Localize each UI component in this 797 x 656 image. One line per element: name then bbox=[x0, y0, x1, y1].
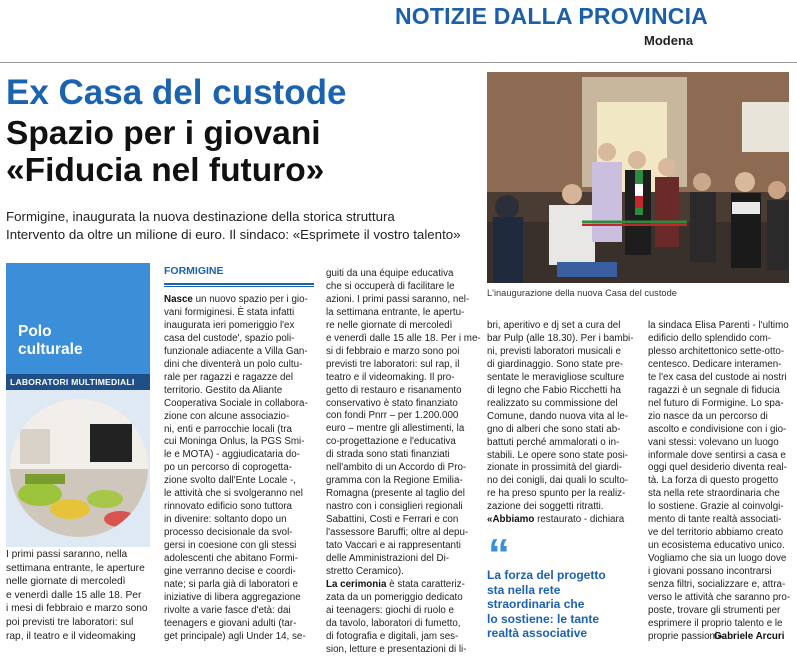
text-line: rivolte a varie fasce d'età: dai bbox=[164, 604, 291, 616]
text-line: gno di alberi che sono stati ab- bbox=[487, 423, 621, 435]
text-line: sta nella rete straordinaria che bbox=[648, 488, 780, 500]
text-line: get principale) agli Under 14, se- bbox=[164, 630, 306, 642]
text-line: ragazzi è un segnale di fiducia bbox=[648, 384, 780, 396]
text-line: no dei conigli, dai quali lo sculto- bbox=[487, 475, 629, 487]
text-line: previsti tre laboratori: sul rap, il bbox=[326, 358, 460, 370]
column-3-body bbox=[487, 320, 637, 514]
text-line: di legno che Fabio Ricchetti ha bbox=[487, 384, 621, 396]
text-line: re nelle giornate di mercoledì bbox=[326, 319, 453, 331]
text-line: conservativo è stato finanziato bbox=[326, 397, 458, 409]
text-line: adolescenti che abitano Formi- bbox=[164, 553, 298, 565]
sidebar-text-line: i mesi di febbraio e marzo sono bbox=[6, 603, 148, 615]
text-line: delle Amministrazioni del Di- bbox=[326, 552, 450, 564]
pull-quote-line: straordinaria che bbox=[487, 597, 585, 611]
text-line: bar Pulp (alle 18.30). Per i bambi- bbox=[487, 332, 634, 344]
text-line: zione svolto dall'Ente Locale -, bbox=[164, 475, 297, 487]
text-line bbox=[487, 514, 637, 527]
text-line: zionate in prossimità del giardi- bbox=[487, 462, 623, 474]
text-line: lo sostiene. Grazie al coinvolgi- bbox=[648, 501, 784, 513]
quote-start: «Abbiamo bbox=[487, 514, 535, 526]
text-line: centesco. Dedicare interamen- bbox=[648, 358, 782, 370]
text-line: in divenire: soltanto dopo un bbox=[164, 514, 287, 526]
text-line: un ecosistema educativo unico. bbox=[648, 540, 785, 552]
text-line: e venerdì dalle 15 alle 18. Per i me- bbox=[326, 332, 481, 344]
text-line: vani formiginesi. È stata infatti bbox=[164, 306, 295, 318]
header-divider bbox=[0, 62, 797, 63]
sidebar-label: LABORATORI MULTIMEDIALI bbox=[6, 374, 150, 390]
text-line: teenagers e giovani adulti (tar- bbox=[164, 617, 297, 629]
text-line: stabili. Le opere sono state posi- bbox=[487, 449, 629, 461]
text-line: co-progettazione e l'educativa bbox=[326, 436, 456, 448]
text-line: oggi quel desiderio diventa real- bbox=[648, 462, 787, 474]
pull-quote-line: La forza del progetto bbox=[487, 568, 606, 582]
text-line: sion, letture e presentazioni di li- bbox=[326, 643, 467, 655]
text-line: verso le attività che saranno pro- bbox=[648, 592, 791, 604]
column-header-rule bbox=[164, 286, 314, 287]
text-line: battuti perché ammalorati o in- bbox=[487, 436, 620, 448]
text-line: le e MOTA) - aggiudicataria do- bbox=[164, 449, 300, 461]
text-line: po un percorso di coprogetta- bbox=[164, 462, 292, 474]
article-column-2 bbox=[326, 268, 481, 656]
text-line: azioni. I primi passi saranno, nel- bbox=[326, 293, 470, 305]
sidebar-text-line: e venerdì dalle 15 alle 18. Per bbox=[6, 589, 142, 601]
text-line: nate; si parla già di laboratori e bbox=[164, 578, 298, 590]
text-line: Vogliamo che sia un luogo dove bbox=[648, 553, 787, 565]
text-line: iniziative di libera aggregazione bbox=[164, 591, 301, 603]
text-line: ni, enti e parrocchie locali (tra bbox=[164, 423, 292, 435]
inauguration-photo bbox=[487, 72, 789, 283]
text-line: Comune, dando nuova vita al le- bbox=[487, 410, 629, 422]
article-summary bbox=[6, 208, 481, 244]
text-line: vani stessi: volevano un luogo bbox=[648, 436, 779, 448]
text-line: stretto Ceramico). bbox=[326, 565, 404, 577]
text-line: mento di tante realtà associati- bbox=[648, 514, 782, 526]
text-line: Cooperativa Sociale in collabora- bbox=[164, 397, 308, 409]
text-line: ascolto e condivisione con i gio- bbox=[648, 423, 787, 435]
text-line: zazione dei soggetti ritratti. bbox=[487, 501, 604, 513]
text-line: i giovani possano incontrarsi bbox=[648, 566, 772, 578]
sidebar-text-line: I primi passi saranno, nella bbox=[6, 549, 128, 560]
text-line: guiti da una équipe educativa bbox=[326, 268, 454, 279]
article-author: Gabriele Arcuri bbox=[714, 631, 785, 642]
column-header-rule bbox=[164, 283, 314, 285]
text-line: euro – mentre gli allestimenti, la bbox=[326, 423, 465, 435]
text-line: tato Vaccari e ai rappresentanti bbox=[326, 540, 461, 552]
text-line: edificio dello splendido com- bbox=[648, 332, 772, 344]
text-line: rinnovato edificio sono tuttora bbox=[164, 501, 292, 513]
text-line: informale dove sentirsi a casa e bbox=[648, 449, 786, 461]
text-line: sentate le meravigliose sculture bbox=[487, 371, 625, 383]
sidebar-title bbox=[18, 323, 83, 359]
sidebar-text-line: settimana entrante, le aperture bbox=[6, 562, 145, 574]
text-line: senza filtri, socializzare e, attra- bbox=[648, 579, 786, 591]
column-2-body-end bbox=[326, 592, 478, 656]
sidebar-title-line: culturale bbox=[18, 341, 83, 358]
text-line: di giardinaggio. Sono state pre- bbox=[487, 358, 624, 370]
article-column-1 bbox=[164, 294, 316, 644]
text-line: da tavolo, laboratori di fumetto, bbox=[326, 617, 461, 629]
article-kicker: Ex Casa del custode bbox=[6, 73, 347, 112]
sidebar-text-line: poi previsti tre laboratori: sul bbox=[6, 616, 134, 628]
pull-quote bbox=[487, 568, 637, 641]
text-line: si di febbraio e marzo sono poi bbox=[326, 345, 460, 357]
text-line: rale per ragazzi e ragazze del bbox=[164, 371, 294, 383]
text-line: ni, previsti laboratori musicali e bbox=[487, 345, 621, 357]
text-line: gersi in coesione con gli stessi bbox=[164, 540, 297, 552]
text-line: proprie passioni». bbox=[648, 630, 726, 642]
sidebar-title-line: Polo bbox=[18, 323, 52, 340]
text-line: zione con alcune associazio- bbox=[164, 410, 290, 422]
headline-line: Spazio per i giovani bbox=[6, 115, 321, 152]
text-line bbox=[326, 579, 478, 592]
text-line: zata da un pomeriggio dedicato bbox=[326, 591, 463, 603]
text-line: zio nasce da un percorso di bbox=[648, 410, 768, 422]
text-line: la settimana entrante, le apertu- bbox=[326, 306, 465, 318]
text-line: l'assessore Baruffi; oltre al depu- bbox=[326, 527, 469, 539]
sidebar-text bbox=[6, 548, 152, 643]
text-line: cui Moninga Onlus, la PGS Smi- bbox=[164, 436, 305, 448]
text-line: realizzato su commissione del bbox=[487, 397, 618, 409]
section-title: NOTIZIE DALLA PROVINCIA bbox=[395, 3, 708, 29]
text-line: poste, trovare gli strumenti per bbox=[648, 604, 781, 616]
text-line: Sabattini, Costi e Ferrari e con bbox=[326, 514, 459, 526]
article-column-3 bbox=[487, 320, 637, 527]
text-line: getto di restauro e risanamento bbox=[326, 384, 462, 396]
headline-line: «Fiducia nel futuro» bbox=[6, 152, 325, 189]
text-line: plesso architettonico sette-otto- bbox=[648, 345, 785, 357]
text-line: nell'ambito di un Accordo di Pro- bbox=[326, 462, 467, 474]
column-2-body bbox=[326, 268, 481, 579]
article-column-4 bbox=[648, 320, 794, 644]
article-headline bbox=[6, 115, 324, 189]
text-line: teatro e il videomaking. Il pro- bbox=[326, 371, 455, 383]
subhead-word: La cerimonia bbox=[326, 578, 387, 590]
pull-quote-line: sta nella rete bbox=[487, 582, 561, 597]
text-fragment: restaurato - dichiara bbox=[534, 514, 625, 526]
text-line: gine verranno decise e coordi- bbox=[164, 566, 296, 578]
text-line: ai teenagers: giochi di ruolo e bbox=[326, 604, 454, 616]
text-line: nastro con i consiglieri regionali bbox=[326, 501, 463, 513]
text-line: te l'ex casa del custode ai nostri bbox=[648, 371, 787, 383]
pull-quote-line: realtà associative bbox=[487, 626, 588, 640]
text-line: la sindaca Elisa Parenti - l'ultimo bbox=[648, 320, 789, 331]
text-line: dini che diventerà un polo cultu- bbox=[164, 358, 303, 370]
text-line: Romagna (presente al taglio del bbox=[326, 488, 465, 500]
multimedia-lab-photo bbox=[10, 399, 148, 537]
text-fragment: un nuovo spazio per i gio- bbox=[192, 294, 308, 305]
text-fragment: è stata caratteriz- bbox=[386, 578, 465, 590]
text-line: territorio. Gestito da Aliante bbox=[164, 384, 283, 396]
text-line: gramma con la Regione Emilia- bbox=[326, 475, 463, 487]
text-line: di strada sono stati finanziati bbox=[326, 449, 450, 461]
column-1-body bbox=[164, 307, 316, 644]
text-line bbox=[164, 294, 316, 307]
lead-word: Nasce bbox=[164, 294, 193, 305]
text-line: bri, aperitivo e dj set a cura del bbox=[487, 320, 621, 331]
text-line: re ha preso spunto per la realiz- bbox=[487, 488, 626, 500]
text-line: le attività che si svolgeranno nel bbox=[164, 488, 303, 500]
column-header: FORMIGINE bbox=[164, 265, 224, 277]
sidebar-text-line: nelle giornate di mercoledì bbox=[6, 576, 126, 588]
text-line: inaugurata ieri pomeriggio l'ex bbox=[164, 319, 295, 331]
text-line: che si occuperà di facilitare le bbox=[326, 280, 455, 292]
summary-line: Intervento da oltre un milione di euro. Il sindaco: «Esprimete il vostro talento» bbox=[6, 227, 461, 242]
text-line: tà. La forza di questo progetto bbox=[648, 475, 779, 487]
text-line: esprimere il proprio talento e le bbox=[648, 617, 783, 629]
text-line: casa del custode', spazio poli- bbox=[164, 332, 295, 344]
sidebar-text-line: rap, il teatro e il videomaking bbox=[6, 630, 136, 642]
text-line: processo decisionale da svol- bbox=[164, 527, 293, 539]
photo-caption: L'inaugurazione della nuova Casa del custode bbox=[487, 288, 677, 298]
text-line: nel futuro di Formigine. Lo spa- bbox=[648, 397, 784, 409]
text-line: ve del territorio abbiamo creato bbox=[648, 527, 784, 539]
quote-mark-icon: “ bbox=[488, 530, 510, 579]
summary-line: Formigine, inaugurata la nuova destinazione della storica struttura bbox=[6, 209, 395, 224]
pull-quote-line: lo sostiene: le tante bbox=[487, 611, 600, 626]
section-city: Modena bbox=[644, 33, 694, 48]
text-line: con fondi Pnrr – per 1.200.000 bbox=[326, 410, 459, 422]
text-line: funzionale adiacente a Villa Gan- bbox=[164, 345, 308, 357]
column-4-body bbox=[648, 320, 794, 644]
text-line: di fotografia e digitali, jam ses- bbox=[326, 630, 459, 642]
